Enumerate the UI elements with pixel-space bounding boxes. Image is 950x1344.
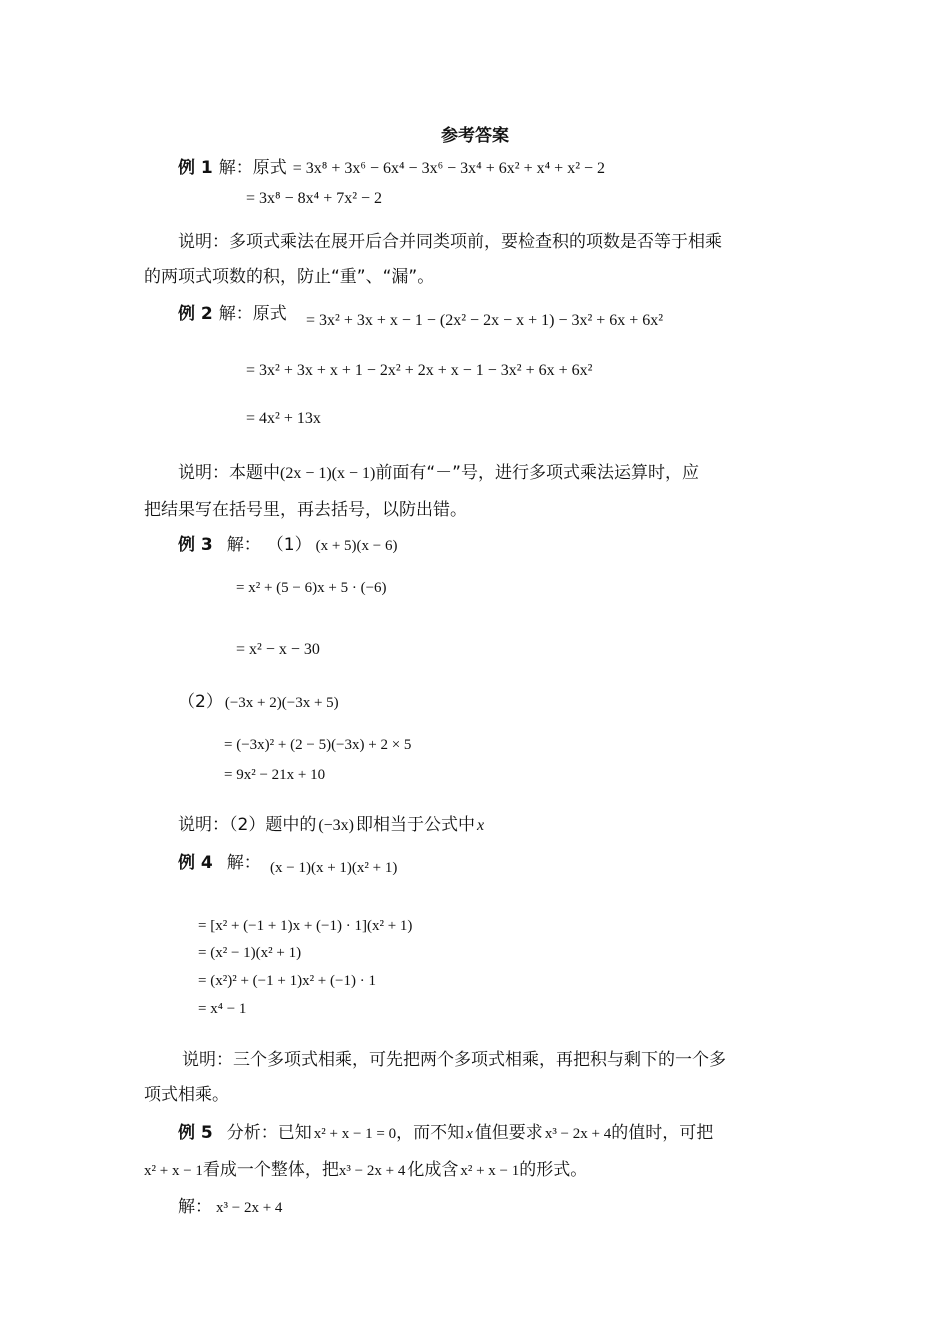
example-2-note-text-b: 前面有“－”号，进行多项式乘法运算时，应 bbox=[375, 463, 699, 483]
example-4-note-line-2: 项式相乘。 bbox=[144, 1085, 229, 1105]
example-3-note bbox=[178, 810, 490, 835]
example-2-header bbox=[178, 299, 293, 324]
example-2-solution-label: 解：原式 bbox=[218, 304, 287, 324]
example-5-text-6: 化成含 bbox=[407, 1160, 459, 1180]
example-3-note-text-b: 即相当于公式中 bbox=[356, 815, 476, 835]
example-5-text-4: 的值时，可把 bbox=[611, 1123, 714, 1143]
example-3-solution-label: 解： bbox=[226, 535, 261, 555]
example-3-part-2-line-2: = 9x² − 21x + 10 bbox=[224, 767, 326, 783]
example-3-label: 例 3 bbox=[178, 535, 213, 555]
example-5-solution-label: 解： bbox=[178, 1197, 212, 1217]
example-5-expr-4: x³ − 2x + 4 bbox=[338, 1163, 406, 1179]
example-5-analysis-line-1 bbox=[178, 1118, 719, 1143]
example-1-line-1: = 3x⁸ + 3x⁶ − 6x⁴ − 3x⁶ − 3x⁴ + 6x² + x⁴ + x² − 2 bbox=[292, 160, 606, 177]
example-1-solution-label: 解：原式 bbox=[218, 158, 287, 178]
example-5-text-2: ，而不知 bbox=[396, 1123, 465, 1143]
example-2-note-line-1 bbox=[178, 458, 705, 483]
example-1-line-2: = 3x⁸ − 8x⁴ + 7x² − 2 bbox=[246, 190, 383, 207]
example-1-note-line-1: 说明：多项式乘法在展开后合并同类项前，要检查积的项数是否等于相乘 bbox=[178, 232, 722, 252]
example-4-line-1: = [x² + (−1 + 1)x + (−1) · 1](x² + 1) bbox=[198, 918, 413, 934]
example-3-part-1-line-2: = x² − x − 30 bbox=[236, 641, 320, 658]
example-3-part-2-line-1: = (−3x)² + (2 − 5)(−3x) + 2 × 5 bbox=[224, 737, 412, 753]
example-3-note-text-a: 说明：（2）题中的 bbox=[178, 815, 317, 835]
example-5-expr-2: x³ − 2x + 4 bbox=[544, 1126, 612, 1142]
example-3-part-2-header bbox=[178, 687, 345, 712]
example-1-label: 例 1 bbox=[178, 158, 213, 178]
example-2-note-text-a: 说明：本题中 bbox=[178, 463, 280, 483]
example-3-note-expr: (−3x) bbox=[318, 817, 355, 834]
example-4-line-3: = (x²)² + (−1 + 1)x² + (−1) · 1 bbox=[198, 973, 376, 989]
example-4-expr: (x − 1)(x + 1)(x² + 1) bbox=[270, 860, 398, 876]
example-5-text-7: 的形式。 bbox=[519, 1160, 588, 1180]
example-4-label: 例 4 bbox=[178, 853, 213, 873]
example-5-text-5: 看成一个整体，把 bbox=[202, 1160, 339, 1180]
example-2-line-2: = 3x² + 3x + x + 1 − 2x² + 2x + x − 1 − 3x² + 6x + 6x² bbox=[246, 362, 593, 379]
example-4-line-4: = x⁴ − 1 bbox=[198, 1001, 247, 1017]
example-5-label: 例 5 bbox=[178, 1123, 213, 1143]
example-2-label: 例 2 bbox=[178, 304, 213, 324]
example-5-solution bbox=[178, 1192, 288, 1217]
example-4-header bbox=[178, 848, 267, 873]
example-4-note-line-1: 说明：三个多项式相乘，可先把两个多项式相乘，再把积与剩下的一个多 bbox=[182, 1050, 726, 1070]
example-5-analysis-line-2 bbox=[144, 1155, 593, 1180]
example-5-text-1: 分析：已知 bbox=[226, 1123, 312, 1143]
page-title: 参考答案 bbox=[441, 126, 509, 146]
example-5-expr-1: x² + x − 1 = 0 bbox=[313, 1126, 397, 1142]
example-5-expr-5: x² + x − 1 bbox=[460, 1163, 520, 1179]
example-2-line-1: = 3x² + 3x + x − 1 − (2x² − 2x − x + 1) − 3x² + 6x + 6x² bbox=[306, 312, 664, 329]
example-1-note-line-2: 的两项式项数的积，防止“重”、“漏”。 bbox=[144, 267, 435, 287]
example-5-text-3: 值但要求 bbox=[474, 1123, 543, 1143]
example-5-variable: x bbox=[466, 1126, 473, 1142]
example-1-header bbox=[178, 153, 611, 178]
example-5-expr-3: x² + x − 1 bbox=[144, 1163, 203, 1179]
example-5-solution-expr: x³ − 2x + 4 bbox=[216, 1200, 283, 1216]
example-3-part-1-expr: (x + 5)(x − 6) bbox=[315, 538, 398, 554]
example-4-line-2: = (x² − 1)(x² + 1) bbox=[198, 945, 302, 961]
example-3-note-variable: x bbox=[477, 817, 485, 834]
example-3-part-1-label: （1） bbox=[266, 535, 312, 555]
example-3-part-1-line-1: = x² + (5 − 6)x + 5 · (−6) bbox=[236, 580, 387, 596]
example-2-line-3: = 4x² + 13x bbox=[246, 410, 321, 427]
example-3-part-2-expr: (−3x + 2)(−3x + 5) bbox=[224, 695, 339, 711]
example-3-header bbox=[178, 530, 403, 555]
example-4-solution-label: 解： bbox=[226, 853, 261, 873]
example-2-note-expr: (2x − 1)(x − 1) bbox=[280, 465, 376, 482]
example-2-note-line-2: 把结果写在括号里，再去括号，以防出错。 bbox=[144, 500, 467, 520]
example-3-part-2-label: （2） bbox=[178, 692, 223, 712]
